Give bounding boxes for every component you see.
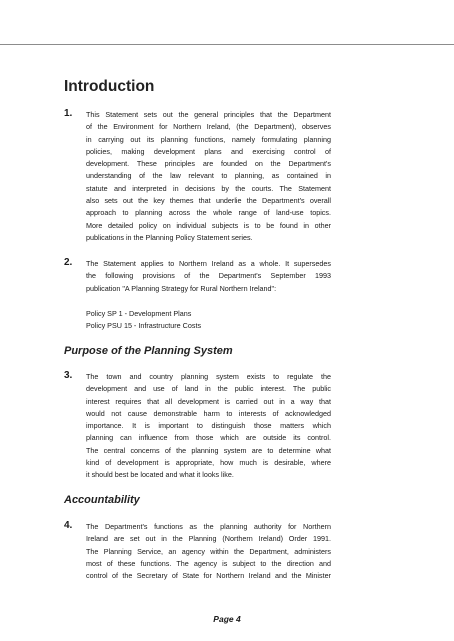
paragraph-2 xyxy=(86,258,331,295)
section-heading-purpose: Purpose of the Planning System xyxy=(64,345,233,357)
paragraph-number-3: 3. xyxy=(64,370,73,381)
paragraph-line: The town and country planning system exists to regulate the xyxy=(86,372,331,381)
section-heading-accountability: Accountability xyxy=(64,494,140,506)
paragraph-1 xyxy=(86,109,331,244)
paragraph-line: also sets out the key themes that underlie the Department's overall xyxy=(86,196,331,206)
policy-item: Policy SP 1 - Development Plans xyxy=(86,309,192,318)
paragraph-line: control of the Secretary of State for Northern Ireland and the Minister xyxy=(86,571,331,581)
paragraph-line: statute and interpreted in decisions by the courts. The Statement xyxy=(86,183,331,193)
paragraph-line: The Planning Service, an agency within the Department, administers xyxy=(86,546,331,556)
paragraph-number-2: 2. xyxy=(64,257,73,268)
paragraph-3 xyxy=(86,371,331,482)
paragraph-line: policies, making development plans and exercising control of xyxy=(86,146,331,156)
paragraph-line: Ireland are set out in the Planning (Northern Ireland) Order 1991. xyxy=(86,534,331,544)
paragraph-line: The Statement applies to Northern Ireland as a whole. It supersedes xyxy=(86,259,331,268)
paragraph-line: development and use of land in the public interest. The public xyxy=(86,384,331,394)
paragraph-line: importance. It is important to distinguish those matters which xyxy=(86,421,331,431)
paragraph-line: interest requires that all development is carried out in a way that xyxy=(86,396,331,406)
policy-item: Policy PSU 15 - Infrastructure Costs xyxy=(86,321,202,330)
header-rule xyxy=(0,44,454,45)
paragraph-line: The Department's functions as the planning authority for Northern xyxy=(86,522,331,531)
paragraph-line: understanding of the law relevant to planning, as contained in xyxy=(86,171,331,181)
paragraph-line: kind of development is appropriate, how much is desirable, where xyxy=(86,458,331,468)
paragraph-line: The central concerns of the planning system are to determine what xyxy=(86,445,331,455)
paragraph-4 xyxy=(86,521,331,582)
paragraph-line: More detailed policy on individual subjects is to be found in other xyxy=(86,220,331,230)
paragraph-line: planning can influence from those which are outside its control. xyxy=(86,433,331,443)
paragraph-line: of the Environment for Northern Ireland, (the Department), observes xyxy=(86,122,331,132)
paragraph-line: it should best be located and what it looks like. xyxy=(86,470,234,480)
paragraph-number-4: 4. xyxy=(64,520,73,531)
paragraph-line: approach to planning across the whole range of land-use topics. xyxy=(86,208,331,218)
paragraph-line: publication "A Planning Strategy for Rural Northern Ireland": xyxy=(86,283,277,293)
paragraph-line: development. These principles are founded on the Department's xyxy=(86,159,331,169)
page-number: Page 4 xyxy=(213,614,241,624)
paragraph-number-1: 1. xyxy=(64,108,73,119)
paragraph-line: most of these functions. The agency is subject to the direction and xyxy=(86,558,331,568)
paragraph-line: the following provisions of the Department's September 1993 xyxy=(86,271,331,281)
page-title: Introduction xyxy=(64,78,155,95)
paragraph-line: would not cause demonstrable harm to interests of acknowledged xyxy=(86,408,331,418)
paragraph-line: This Statement sets out the general principles that the Department xyxy=(86,110,331,119)
paragraph-line: publications in the Planning Policy Statement series. xyxy=(86,232,253,242)
paragraph-line: in carrying out its planning functions, namely formulating planning xyxy=(86,134,331,144)
